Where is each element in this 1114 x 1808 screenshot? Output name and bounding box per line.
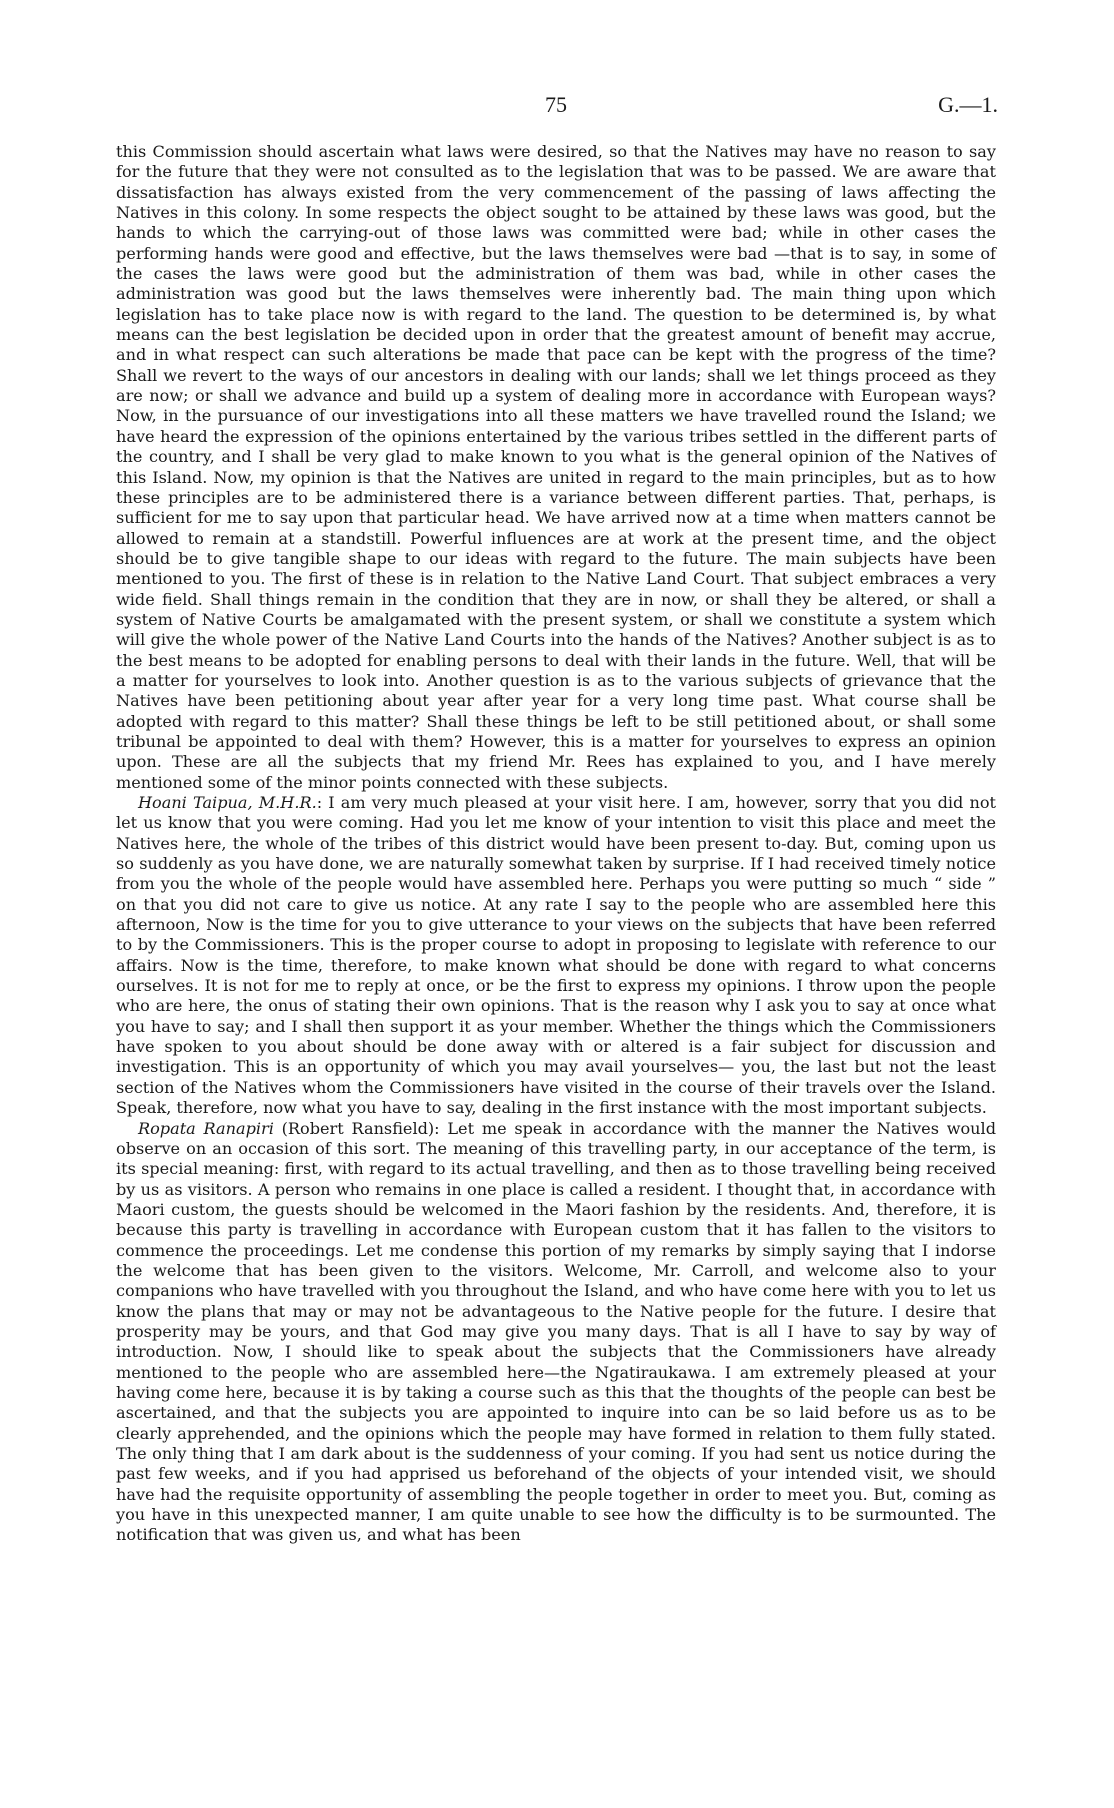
paragraph-text: : I am very much pleased at your visit here. I am, however, sorry that you did not let us know that you were coming. Had you let me know of your intention to visit this place and meet the Natives here, the whole of the tribes of this district would have been present to-day. But, coming upon us so suddenly as you have done, we are naturally somewhat taken by surprise. If I had received timely notice from you the whole of the people would have assembled here. Perhaps you were putting so much “ side ” on that you did not care to give us notice. At any rate I say to the people who are assembled here this afternoon, Now is the time for you to give utterance to your views on the subjects that have been referred to by the Commissioners. This is the proper course to adopt in proposing to legislate with reference to our affairs. Now is the time, therefore, to make known what should be done with regard to what concerns ourselves. It is not for me to reply at once, or be the first to express my opinions. I throw upon the people who are here, the onus of stating their own opinions. That is the reason why I ask you to say at once what you have to say; and I shall then support it as your member. Whether the things which the Commissioners have spoken to you about should be done away with or altered is a fair subject for discussion and investigation. This is an opportunity of which you may avail yourselves— you, the last but not the least section of the Natives whom the Commissioners have visited in the course of their travels over the Island. Speak, therefore, now what you have to say, dealing in the first instance with the most important subjects. <box>116 793 996 1118</box>
page-number: 75 <box>545 92 567 117</box>
speaker-name: Ropata Ranapiri <box>138 1118 274 1138</box>
paragraph <box>116 142 996 793</box>
document-reference: G.—1. <box>938 92 998 117</box>
paragraph-text: this Commission should ascertain what laws were desired, so that the Natives may have no reason to say for the future that they were not consulted as to the legislation that was to be passed. We are aware that dissatisfaction has always existed from the very commencement of the passing of laws affecting the Natives in this colony. In some respects the object sought to be attained by these laws was good, but the hands to which the carrying-out of those laws was committed were bad; while in other cases the performing hands were good and effective, but the laws themselves were bad —that is to say, in some of the cases the laws were good but the administration of them was bad, while in other cases the administration was good but the laws themselves were inherently bad. The main thing upon which legislation has to take place now is with regard to the land. The question to be determined is, by what means can the best legislation be decided upon in order that the greatest amount of benefit may accrue, and in what respect can such alterations be made that pace can be kept with the progress of the time? Shall we revert to the ways of our ancestors in dealing with our lands; shall we let things proceed as they are now; or shall we advance and build up a system of dealing more in accordance with European ways? Now, in the pursuance of our investigations into all these matters we have travelled round the Island; we have heard the expression of the opinions entertained by the various tribes settled in the different parts of the country, and I shall be very glad to make known to you what is the general opinion of the Natives of this Island. Now, my opinion is that the Natives are united in regard to the main principles, but as to how these principles are to be administered there is a variance between different parties. That, perhaps, is sufficient for me to say upon that particular head. We have arrived now at a time when matters cannot be allowed to remain at a standstill. Powerful influences are at work at the present time, and the object should be to give tangible shape to our ideas with regard to the future. The main subjects have been mentioned to you. The first of these is in relation to the Native Land Court. That subject embraces a very wide field. Shall things remain in the condition that they are in now, or shall they be altered, or shall a system of Native Courts be amalgamated with the present system, or shall we constitute a system which will give the whole power of the Native Land Courts into the hands of the Natives? Another subject is as to the best means to be adopted for enabling persons to deal with their lands in the future. Well, that will be a matter for yourselves to look into. Another question is as to the various subjects of grievance that the Natives have been petitioning about year after year for a very long time past. What course shall be adopted with regard to this matter? Shall these things be left to be still petitioned about, or shall some tribunal be appointed to deal with them? However, this is a matter for yourselves to express an opinion upon. These are all the subjects that my friend Mr. Rees has explained to you, and I have merely mentioned some of the minor points connected with these subjects. <box>116 142 996 792</box>
paragraph <box>116 1119 996 1546</box>
speaker-name: Hoani Taipua, M.H.R. <box>138 793 317 812</box>
body-text <box>116 142 996 1546</box>
paragraph-text: (Robert Ransfield): Let me speak in accordance with the manner the Natives would observe on an occasion of this sort. The meaning of this travelling party, in our acceptance of the term, is its special meaning: first, with regard to its actual travelling, and then as to those travelling being received by us as visitors. A person who remains in one place is called a resident. I thought that, in accordance with Maori custom, the guests should be welcomed in the Maori fashion by the residents. And, therefore, it is because this party is travelling in accordance with European custom that it has fallen to the visitors to commence the proceedings. Let me condense this portion of my remarks by simply saying that I indorse the welcome that has been given to the visitors. Welcome, Mr. Carroll, and welcome also to your companions who have travelled with you throughout the Island, and who have come here with you to let us know the plans that may or may not be advantageous to the Native people for the future. I desire that prosperity may be yours, and that God may give you many days. That is all I have to say by way of introduction. Now, I should like to speak about the subjects that the Commissioners have already mentioned to the people who are assembled here—the Ngatiraukawa. I am extremely pleased at your having come here, because it is by taking a course such as this that the thoughts of the people can best be ascertained, and that the subjects you are appointed to inquire into can be so laid before us as to be clearly apprehended, and the opinions which the people may have formed in relation to them fully stated. The only thing that I am dark about is the suddenness of your coming. If you had sent us notice during the past few weeks, and if you had apprised us beforehand of the objects of your intended visit, we should have had the requisite opportunity of assembling the people together in order to meet you. But, coming as you have in this unexpected manner, I am quite unable to see how the difficulty is to be surmounted. The notification that was given us, and what has been <box>116 1118 997 1545</box>
paragraph <box>116 793 996 1119</box>
